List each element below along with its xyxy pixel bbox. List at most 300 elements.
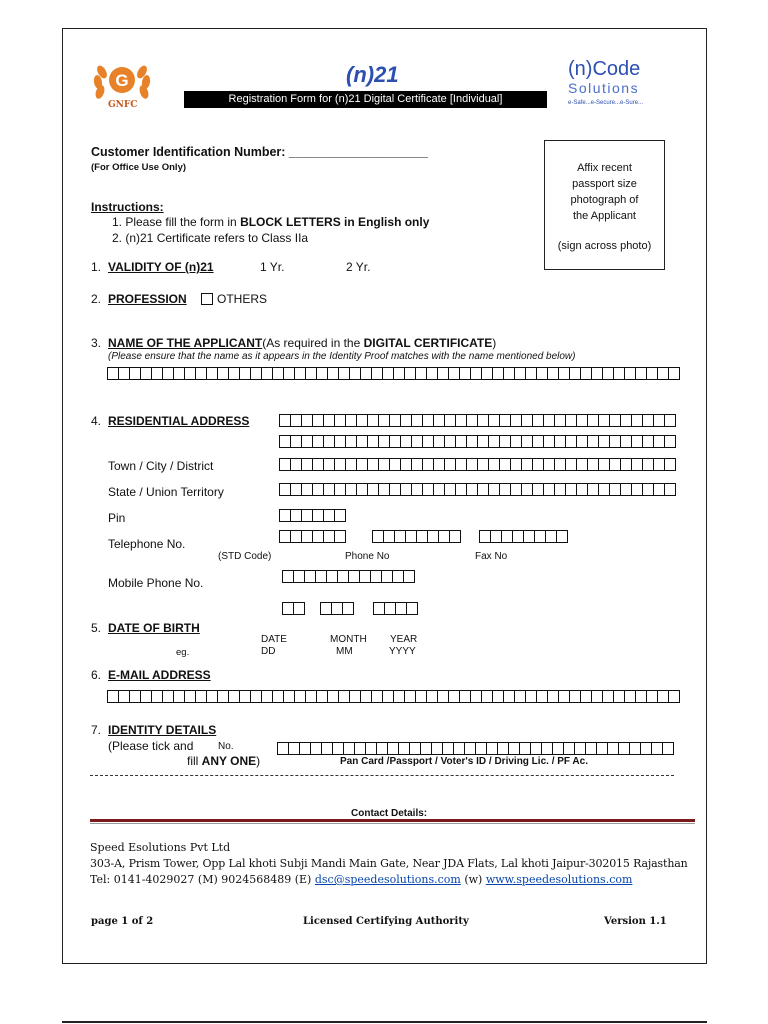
letter-box[interactable] (520, 742, 531, 755)
letter-box[interactable] (654, 435, 665, 448)
letter-box[interactable] (372, 367, 383, 380)
letter-box[interactable] (284, 690, 295, 703)
letter-box[interactable] (522, 483, 533, 496)
letter-box[interactable] (410, 742, 421, 755)
letter-box[interactable] (658, 367, 669, 380)
letter-box[interactable] (394, 367, 405, 380)
letter-box[interactable] (533, 458, 544, 471)
letter-box[interactable] (603, 690, 614, 703)
letter-box[interactable] (454, 742, 465, 755)
letter-box[interactable] (229, 367, 240, 380)
letter-box[interactable] (328, 690, 339, 703)
letter-box[interactable] (251, 690, 262, 703)
letter-box[interactable] (302, 483, 313, 496)
letter-box[interactable] (390, 435, 401, 448)
letter-box[interactable] (513, 530, 524, 543)
letter-box[interactable] (280, 509, 291, 522)
letter-box[interactable] (559, 690, 570, 703)
letter-box[interactable] (357, 435, 368, 448)
letter-box[interactable] (368, 435, 379, 448)
letter-box[interactable] (185, 367, 196, 380)
letter-box[interactable] (338, 570, 349, 583)
letter-box[interactable] (152, 690, 163, 703)
letter-box[interactable] (577, 414, 588, 427)
letter-box[interactable] (390, 414, 401, 427)
letter-box[interactable] (434, 483, 445, 496)
letter-box[interactable] (141, 690, 152, 703)
letter-box[interactable] (502, 530, 513, 543)
letter-box[interactable] (500, 483, 511, 496)
letter-box[interactable] (327, 570, 338, 583)
letter-box[interactable] (251, 367, 262, 380)
letter-box[interactable] (379, 458, 390, 471)
letter-box[interactable] (373, 530, 384, 543)
address-line-2-boxes[interactable] (279, 435, 676, 448)
letter-box[interactable] (434, 414, 445, 427)
letter-box[interactable] (278, 742, 289, 755)
letter-box[interactable] (555, 458, 566, 471)
letter-box[interactable] (273, 367, 284, 380)
letter-box[interactable] (632, 483, 643, 496)
letter-box[interactable] (324, 414, 335, 427)
letter-box[interactable] (581, 690, 592, 703)
letter-box[interactable] (449, 367, 460, 380)
letter-box[interactable] (108, 690, 119, 703)
letter-box[interactable] (291, 530, 302, 543)
letter-box[interactable] (641, 742, 652, 755)
letter-box[interactable] (333, 742, 344, 755)
letter-box[interactable] (302, 458, 313, 471)
letter-box[interactable] (456, 435, 467, 448)
letter-box[interactable] (445, 458, 456, 471)
letter-box[interactable] (588, 414, 599, 427)
letter-box[interactable] (537, 367, 548, 380)
dob-month-boxes[interactable] (320, 602, 354, 615)
letter-box[interactable] (566, 483, 577, 496)
letter-box[interactable] (548, 367, 559, 380)
letter-box[interactable] (489, 435, 500, 448)
letter-box[interactable] (357, 414, 368, 427)
letter-box[interactable] (619, 742, 630, 755)
letter-box[interactable] (322, 742, 333, 755)
letter-box[interactable] (471, 367, 482, 380)
letter-box[interactable] (412, 483, 423, 496)
letter-box[interactable] (608, 742, 619, 755)
letter-box[interactable] (610, 458, 621, 471)
letter-box[interactable] (388, 742, 399, 755)
letter-box[interactable] (306, 367, 317, 380)
letter-box[interactable] (335, 435, 346, 448)
letter-box[interactable] (355, 742, 366, 755)
letter-box[interactable] (456, 458, 467, 471)
letter-box[interactable] (291, 483, 302, 496)
contact-website-link[interactable]: www.speedesolutions.com (485, 873, 633, 886)
letter-box[interactable] (632, 414, 643, 427)
letter-box[interactable] (421, 742, 432, 755)
letter-box[interactable] (467, 458, 478, 471)
profession-others-checkbox[interactable] (201, 293, 213, 305)
letter-box[interactable] (610, 435, 621, 448)
letter-box[interactable] (665, 458, 676, 471)
letter-box[interactable] (119, 367, 130, 380)
letter-box[interactable] (445, 435, 456, 448)
letter-box[interactable] (395, 530, 406, 543)
letter-box[interactable] (467, 414, 478, 427)
letter-box[interactable] (432, 742, 443, 755)
letter-box[interactable] (599, 414, 610, 427)
letter-box[interactable] (500, 458, 511, 471)
letter-box[interactable] (434, 458, 445, 471)
contact-email-link[interactable]: dsc@speedesolutions.com (314, 873, 461, 886)
letter-box[interactable] (324, 435, 335, 448)
letter-box[interactable] (302, 509, 313, 522)
letter-box[interactable] (658, 690, 669, 703)
state-boxes[interactable] (279, 483, 676, 496)
letter-box[interactable] (592, 367, 603, 380)
letter-box[interactable] (471, 690, 482, 703)
letter-box[interactable] (423, 483, 434, 496)
letter-box[interactable] (229, 690, 240, 703)
pin-boxes[interactable] (279, 509, 346, 522)
letter-box[interactable] (546, 530, 557, 543)
letter-box[interactable] (335, 414, 346, 427)
letter-box[interactable] (383, 367, 394, 380)
letter-box[interactable] (174, 690, 185, 703)
letter-box[interactable] (570, 367, 581, 380)
letter-box[interactable] (423, 435, 434, 448)
letter-box[interactable] (526, 690, 537, 703)
letter-box[interactable] (531, 742, 542, 755)
letter-box[interactable] (416, 690, 427, 703)
letter-box[interactable] (456, 414, 467, 427)
letter-box[interactable] (163, 690, 174, 703)
letter-box[interactable] (544, 458, 555, 471)
letter-box[interactable] (438, 367, 449, 380)
letter-box[interactable] (130, 690, 141, 703)
letter-box[interactable] (555, 483, 566, 496)
letter-box[interactable] (240, 367, 251, 380)
letter-box[interactable] (384, 530, 395, 543)
letter-box[interactable] (643, 435, 654, 448)
letter-box[interactable] (335, 530, 346, 543)
letter-box[interactable] (669, 367, 680, 380)
letter-box[interactable] (621, 414, 632, 427)
std-code-boxes[interactable] (279, 530, 346, 543)
letter-box[interactable] (343, 602, 354, 615)
letter-box[interactable] (379, 483, 390, 496)
letter-box[interactable] (566, 458, 577, 471)
letter-box[interactable] (522, 458, 533, 471)
letter-box[interactable] (119, 690, 130, 703)
letter-box[interactable] (625, 367, 636, 380)
letter-box[interactable] (339, 367, 350, 380)
letter-box[interactable] (553, 742, 564, 755)
letter-box[interactable] (401, 458, 412, 471)
validity-option-2yr[interactable]: 2 Yr. (346, 260, 371, 274)
letter-box[interactable] (480, 530, 491, 543)
letter-box[interactable] (291, 414, 302, 427)
letter-box[interactable] (577, 458, 588, 471)
letter-box[interactable] (316, 570, 327, 583)
letter-box[interactable] (610, 414, 621, 427)
letter-box[interactable] (544, 414, 555, 427)
letter-box[interactable] (141, 367, 152, 380)
letter-box[interactable] (610, 483, 621, 496)
letter-box[interactable] (632, 435, 643, 448)
letter-box[interactable] (544, 435, 555, 448)
letter-box[interactable] (577, 483, 588, 496)
dob-year-boxes[interactable] (373, 602, 418, 615)
letter-box[interactable] (394, 690, 405, 703)
letter-box[interactable] (614, 690, 625, 703)
letter-box[interactable] (404, 570, 415, 583)
letter-box[interactable] (460, 690, 471, 703)
letter-box[interactable] (564, 742, 575, 755)
letter-box[interactable] (360, 570, 371, 583)
letter-box[interactable] (349, 570, 360, 583)
letter-box[interactable] (152, 367, 163, 380)
letter-box[interactable] (504, 367, 515, 380)
letter-box[interactable] (643, 414, 654, 427)
letter-box[interactable] (636, 690, 647, 703)
letter-box[interactable] (313, 458, 324, 471)
letter-box[interactable] (597, 742, 608, 755)
letter-box[interactable] (443, 742, 454, 755)
letter-box[interactable] (509, 742, 520, 755)
letter-box[interactable] (302, 435, 313, 448)
letter-box[interactable] (366, 742, 377, 755)
letter-box[interactable] (577, 435, 588, 448)
letter-box[interactable] (218, 367, 229, 380)
letter-box[interactable] (412, 414, 423, 427)
letter-box[interactable] (555, 435, 566, 448)
letter-box[interactable] (283, 602, 294, 615)
letter-box[interactable] (450, 530, 461, 543)
letter-box[interactable] (478, 483, 489, 496)
letter-box[interactable] (280, 414, 291, 427)
letter-box[interactable] (557, 530, 568, 543)
letter-box[interactable] (273, 690, 284, 703)
email-boxes[interactable] (107, 690, 680, 703)
letter-box[interactable] (647, 367, 658, 380)
letter-box[interactable] (393, 570, 404, 583)
letter-box[interactable] (599, 483, 610, 496)
letter-box[interactable] (357, 483, 368, 496)
letter-box[interactable] (478, 458, 489, 471)
letter-box[interactable] (621, 435, 632, 448)
letter-box[interactable] (566, 414, 577, 427)
letter-box[interactable] (524, 530, 535, 543)
letter-box[interactable] (665, 435, 676, 448)
letter-box[interactable] (535, 530, 546, 543)
letter-box[interactable] (401, 483, 412, 496)
letter-box[interactable] (588, 483, 599, 496)
letter-box[interactable] (504, 690, 515, 703)
letter-box[interactable] (434, 435, 445, 448)
letter-box[interactable] (665, 414, 676, 427)
letter-box[interactable] (533, 414, 544, 427)
letter-box[interactable] (476, 742, 487, 755)
letter-box[interactable] (621, 483, 632, 496)
letter-box[interactable] (428, 530, 439, 543)
letter-box[interactable] (652, 742, 663, 755)
letter-box[interactable] (482, 367, 493, 380)
letter-box[interactable] (335, 483, 346, 496)
letter-box[interactable] (559, 367, 570, 380)
letter-box[interactable] (361, 690, 372, 703)
letter-box[interactable] (654, 414, 665, 427)
letter-box[interactable] (482, 690, 493, 703)
letter-box[interactable] (207, 367, 218, 380)
letter-box[interactable] (427, 367, 438, 380)
letter-box[interactable] (335, 458, 346, 471)
letter-box[interactable] (566, 435, 577, 448)
applicant-name-boxes[interactable] (107, 367, 680, 380)
letter-box[interactable] (313, 509, 324, 522)
letter-box[interactable] (280, 458, 291, 471)
letter-box[interactable] (632, 458, 643, 471)
letter-box[interactable] (317, 690, 328, 703)
letter-box[interactable] (467, 435, 478, 448)
letter-box[interactable] (511, 483, 522, 496)
letter-box[interactable] (445, 414, 456, 427)
letter-box[interactable] (339, 690, 350, 703)
letter-box[interactable] (412, 458, 423, 471)
letter-box[interactable] (401, 414, 412, 427)
letter-box[interactable] (533, 435, 544, 448)
letter-box[interactable] (544, 483, 555, 496)
letter-box[interactable] (570, 690, 581, 703)
letter-box[interactable] (643, 458, 654, 471)
letter-box[interactable] (332, 602, 343, 615)
letter-box[interactable] (489, 483, 500, 496)
letter-box[interactable] (368, 414, 379, 427)
letter-box[interactable] (185, 690, 196, 703)
letter-box[interactable] (196, 367, 207, 380)
letter-box[interactable] (588, 458, 599, 471)
letter-box[interactable] (374, 602, 385, 615)
letter-box[interactable] (324, 483, 335, 496)
letter-box[interactable] (372, 690, 383, 703)
letter-box[interactable] (306, 690, 317, 703)
letter-box[interactable] (262, 690, 273, 703)
letter-box[interactable] (305, 570, 316, 583)
letter-box[interactable] (295, 690, 306, 703)
town-boxes[interactable] (279, 458, 676, 471)
letter-box[interactable] (500, 435, 511, 448)
letter-box[interactable] (346, 458, 357, 471)
letter-box[interactable] (289, 742, 300, 755)
letter-box[interactable] (489, 458, 500, 471)
letter-box[interactable] (575, 742, 586, 755)
letter-box[interactable] (324, 509, 335, 522)
letter-box[interactable] (283, 570, 294, 583)
letter-box[interactable] (382, 570, 393, 583)
letter-box[interactable] (218, 690, 229, 703)
letter-box[interactable] (522, 435, 533, 448)
letter-box[interactable] (313, 435, 324, 448)
letter-box[interactable] (489, 414, 500, 427)
phone-number-boxes[interactable] (372, 530, 461, 543)
letter-box[interactable] (423, 414, 434, 427)
letter-box[interactable] (280, 530, 291, 543)
dob-day-boxes[interactable] (282, 602, 305, 615)
letter-box[interactable] (416, 367, 427, 380)
letter-box[interactable] (377, 742, 388, 755)
letter-box[interactable] (262, 367, 273, 380)
letter-box[interactable] (368, 483, 379, 496)
letter-box[interactable] (406, 530, 417, 543)
letter-box[interactable] (407, 602, 418, 615)
letter-box[interactable] (515, 690, 526, 703)
letter-box[interactable] (555, 414, 566, 427)
letter-box[interactable] (350, 367, 361, 380)
letter-box[interactable] (663, 742, 674, 755)
letter-box[interactable] (592, 690, 603, 703)
letter-box[interactable] (542, 742, 553, 755)
letter-box[interactable] (302, 530, 313, 543)
letter-box[interactable] (511, 435, 522, 448)
letter-box[interactable] (621, 458, 632, 471)
letter-box[interactable] (449, 690, 460, 703)
letter-box[interactable] (313, 414, 324, 427)
letter-box[interactable] (491, 530, 502, 543)
letter-box[interactable] (379, 435, 390, 448)
identity-number-boxes[interactable] (277, 742, 674, 755)
letter-box[interactable] (108, 367, 119, 380)
letter-box[interactable] (522, 414, 533, 427)
profession-others-option[interactable] (201, 292, 267, 306)
letter-box[interactable] (423, 458, 434, 471)
letter-box[interactable] (313, 483, 324, 496)
letter-box[interactable] (603, 367, 614, 380)
letter-box[interactable] (630, 742, 641, 755)
letter-box[interactable] (599, 458, 610, 471)
letter-box[interactable] (417, 530, 428, 543)
letter-box[interactable] (460, 367, 471, 380)
letter-box[interactable] (294, 570, 305, 583)
letter-box[interactable] (357, 458, 368, 471)
letter-box[interactable] (399, 742, 410, 755)
letter-box[interactable] (291, 458, 302, 471)
letter-box[interactable] (324, 530, 335, 543)
letter-box[interactable] (368, 458, 379, 471)
letter-box[interactable] (284, 367, 295, 380)
letter-box[interactable] (581, 367, 592, 380)
letter-box[interactable] (526, 367, 537, 380)
letter-box[interactable] (291, 435, 302, 448)
letter-box[interactable] (586, 742, 597, 755)
letter-box[interactable] (361, 367, 372, 380)
letter-box[interactable] (196, 690, 207, 703)
letter-box[interactable] (498, 742, 509, 755)
letter-box[interactable] (350, 690, 361, 703)
letter-box[interactable] (321, 602, 332, 615)
letter-box[interactable] (427, 690, 438, 703)
mobile-boxes[interactable] (282, 570, 415, 583)
letter-box[interactable] (317, 367, 328, 380)
letter-box[interactable] (300, 742, 311, 755)
letter-box[interactable] (311, 742, 322, 755)
letter-box[interactable] (324, 458, 335, 471)
letter-box[interactable] (537, 690, 548, 703)
letter-box[interactable] (383, 690, 394, 703)
letter-box[interactable] (294, 602, 305, 615)
letter-box[interactable] (379, 414, 390, 427)
letter-box[interactable] (625, 690, 636, 703)
letter-box[interactable] (280, 483, 291, 496)
letter-box[interactable] (240, 690, 251, 703)
